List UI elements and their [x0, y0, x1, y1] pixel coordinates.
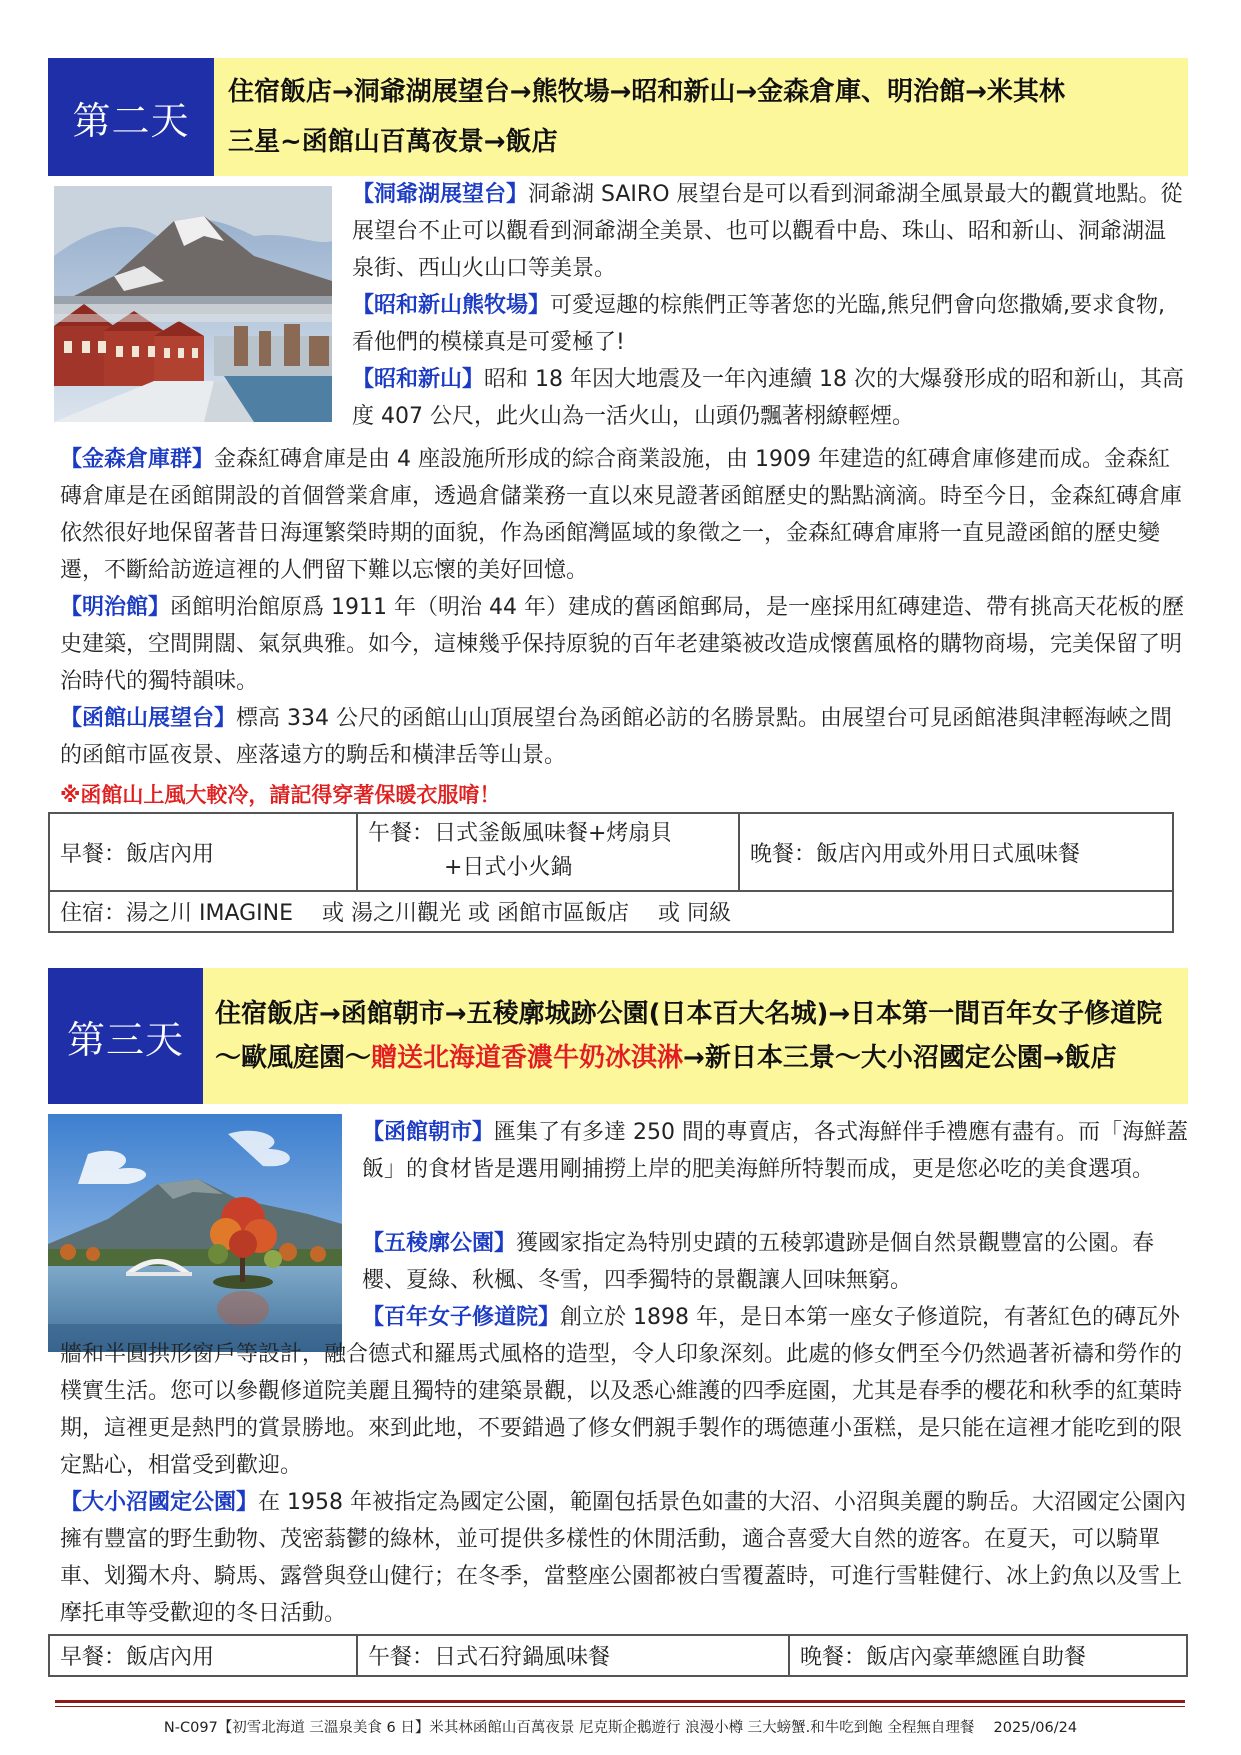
day2-tag-toya: 【洞爺湖展望台】: [352, 182, 529, 207]
day2-lunch-line2: +日式小火鍋: [444, 855, 573, 880]
day2-route-line1: 住宿飯店→洞爺湖展望台→熊牧場→昭和新山→金森倉庫、明治館→米其林: [228, 77, 1065, 107]
day3-route-red: 贈送北海道香濃牛奶冰淇淋: [371, 1043, 684, 1073]
day2-header: [48, 58, 1188, 176]
day2-lunch-line1: 午餐：日式釜飯風味餐+烤扇貝: [368, 821, 673, 846]
day3-meal-table: [48, 1634, 1188, 1677]
day2-tag-meiji: 【明治館】: [60, 595, 171, 620]
day2-para-bear: [352, 287, 1186, 361]
day3-text-goryokaku: 獲國家指定為特別史蹟的五稜郭遺跡是個自然景觀豐富的公園。春櫻、夏綠、秋楓、冬雪，四季獨特的景觀讓人回味無窮。: [362, 1231, 1155, 1293]
day2-text-showa: 昭和 18 年因大地震及一年內連續 18 次的大爆發形成的昭和新山，其高度 407 公尺，此火山為一活火山，山頭仍飄著栩繚輕煙。: [352, 367, 1184, 429]
day2-lunch: [357, 813, 739, 891]
day2-hotel: 住宿：湯之川 IMAGINE 或 湯之川觀光 或 函館市區飯店 或 同級: [49, 891, 1173, 932]
day3-para-onuma: [60, 1484, 1188, 1632]
footer-rule-thin: [55, 1706, 1185, 1707]
day2-para-toya: [352, 176, 1186, 287]
day3-tag-asaichi: 【函館朝市】: [362, 1120, 495, 1145]
day2-para-kanemori: [60, 441, 1186, 589]
day3-lunch: 午餐：日式石狩鍋風味餐: [357, 1635, 789, 1676]
day3-route-a: 住宿飯店→函館朝市→五稜廓城跡公園(日本百大名城)→日本第一間百年女子修道院～歐風庭園～: [215, 999, 1163, 1073]
day2-label: 第二天: [48, 58, 214, 176]
day2-dinner: 晚餐：飯店內用或外用日式風味餐: [739, 813, 1173, 891]
day2-warning: ※函館山上風大較冷，請記得穿著保暖衣服唷！: [60, 783, 501, 807]
day2-text-toya: 洞爺湖 SAIRO 展望台是可以看到洞爺湖全風景最大的觀賞地點。從展望台不止可以觀看到洞爺湖全美景、也可以觀看中島、珠山、昭和新山、洞爺湖温泉街、西山火山口等美景。: [352, 182, 1183, 281]
day2-text-bear: 可愛逗趣的棕熊們正等著您的光臨,熊兒們會向您撒嬌,要求食物,看他們的模樣真是可愛極了!: [352, 293, 1165, 355]
day2-tag-kanemori: 【金森倉庫群】: [60, 447, 215, 472]
day2-route: [228, 58, 1180, 176]
day3-label: 第三天: [48, 968, 203, 1104]
footer-rule-thick: [55, 1700, 1185, 1703]
day3-text-onuma: 在 1958 年被指定為國定公園，範圍包括景色如畫的大沼、小沼與美麗的駒岳。大沼國定公園內擁有豐富的野生動物、茂密蓊鬱的綠林，並可提供多樣性的休閒活動，適合喜愛大自然的遊客。在夏天，可以騎單車、划獨木舟、騎馬、露營與登山健行；在冬季，當整座公園都被白雪覆蓋時，可進行雪鞋健行、冰上釣魚以及雪上摩托車等受歡迎的冬日活動。: [60, 1490, 1186, 1626]
day3-dinner: 晚餐：飯店內豪華總匯自助餐: [789, 1635, 1187, 1676]
day2-text-hakodateyama: 標高 334 公尺的函館山山頂展望台為函館必訪的名勝景點。由展望台可見函館港與津輕海峽之間的函館市區夜景、座落遠方的駒岳和橫津岳等山景。: [60, 706, 1172, 768]
day2-tag-bear: 【昭和新山熊牧場】: [352, 293, 551, 318]
hakodate-warehouse-photo: [54, 186, 332, 422]
day3-route: [215, 968, 1180, 1104]
day2-para-hakodateyama: [60, 700, 1186, 774]
day2-breakfast: 早餐：飯店內用: [49, 813, 357, 891]
footer-text: N-C097【初雪北海道 三溫泉美食 6 日】米其林函館山百萬夜景 尼克斯企鵝遊行 浪漫小樽 三大螃蟹.和牛吃到飽 全程無自理餐 2025/06/24: [163, 1720, 1078, 1736]
day2-tag-hakodateyama: 【函館山展望台】: [60, 706, 237, 731]
day2-route-line2: 三星~函館山百萬夜景→飯店: [228, 127, 558, 157]
day3-para-convent: [60, 1299, 1188, 1484]
day2-tag-showa: 【昭和新山】: [352, 367, 485, 392]
day2-para-meiji: [60, 589, 1186, 700]
day3-tag-goryokaku: 【五稜廓公園】: [362, 1231, 517, 1256]
day3-para-goryokaku: [362, 1225, 1188, 1299]
day3-route-b: →新日本三景～大小沼國定公園→飯店: [683, 1043, 1117, 1073]
day3-breakfast: 早餐：飯店內用: [49, 1635, 357, 1676]
day3-tag-convent: 【百年女子修道院】: [362, 1305, 561, 1330]
day3-header: [48, 968, 1188, 1104]
day3-text-convent: 創立於 1898 年，是日本第一座女子修道院，有著紅色的磚瓦外牆和半圓拱形窗戶等設計，融合德式和羅馬式風格的造型，令人印象深刻。此處的修女們至今仍然過著祈禱和勞作的樸實生活。您可以參觀修道院美麗且獨特的建築景觀，以及悉心維護的四季庭園，尤其是春季的櫻花和秋季的紅葉時期，這裡更是熱門的賞景勝地。來到此地，不要錯過了修女們親手製作的瑪德蓮小蛋糕，是只能在這裡才能吃到的限定點心，相當受到歡迎。: [60, 1305, 1183, 1478]
day3-text-asaichi: 匯集了有多達 250 間的專賣店，各式海鮮伴手禮應有盡有。而「海鮮蓋飯」的食材皆是選用剛捕撈上岸的肥美海鮮所特製而成，更是您必吃的美食選項。: [362, 1120, 1188, 1182]
day3-tag-onuma: 【大小沼國定公園】: [60, 1490, 259, 1515]
day2-meal-table: [48, 812, 1174, 933]
day2-text-meiji: 函館明治館原爲 1911 年（明治 44 年）建成的舊函館郵局，是一座採用紅磚建造、帶有挑高天花板的歷史建築，空間開闊、氣氛典雅。如今，這棟幾乎保持原貌的百年老建築被改造成懷舊風格的購物商場，完美保留了明治時代的獨特韻味。: [60, 595, 1184, 694]
day3-para-asaichi: [362, 1114, 1188, 1188]
day2-text-kanemori: 金森紅磚倉庫是由 4 座設施所形成的綜合商業設施，由 1909 年建造的紅磚倉庫修建而成。金森紅磚倉庫是在函館開設的首個營業倉庫，透過倉儲業務一直以來見證著函館歷史的點點滴滴。時至今日，金森紅磚倉庫依然很好地保留著昔日海運繁榮時期的面貌，作為函館灣區域的象徵之一，金森紅磚倉庫將一直見證函館的歷史變遷，不斷給訪遊這裡的人們留下難以忘懷的美好回憶。: [60, 447, 1183, 583]
day2-para-showa: [352, 361, 1186, 435]
